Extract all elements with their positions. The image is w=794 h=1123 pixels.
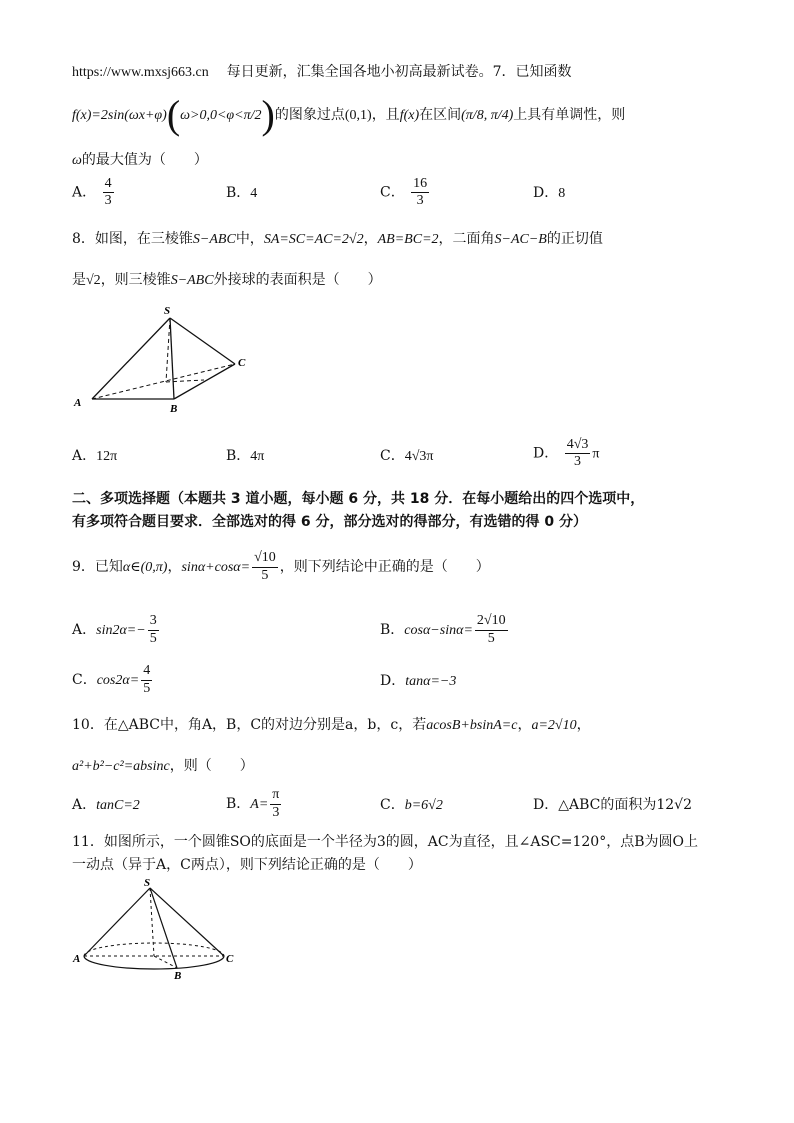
option-label: A． (72, 184, 97, 201)
q8-cond1: SA=SC=AC=2√2 (263, 232, 364, 247)
q10-text2: ，则（ ） (169, 758, 254, 774)
edge-sb (170, 318, 174, 399)
option-lhs: cosα−sinα= (404, 623, 473, 638)
fraction (270, 787, 281, 820)
q9-text2: ，则下列结论中正确的是（ ） (279, 559, 490, 575)
label-s: S (144, 877, 151, 889)
q9-option-d[interactable] (380, 671, 456, 692)
label-b: B (174, 970, 182, 980)
q7-stem-line1: f(x)=2sin(ωx+φ)(ω>0,0<φ<π/2)的图象过点(0,1)，且f(x)在区间(π/8, π/4)上具有单调性，则 (72, 92, 626, 137)
q10-eq3: a²+b²−c²=absinc (72, 759, 170, 774)
option-label: A． (72, 797, 97, 813)
q8-text5: 是 (72, 272, 86, 288)
q8-tetrahedron-figure (68, 300, 258, 418)
denominator: 5 (487, 630, 495, 646)
option-value: △ABC的面积为12√2 (558, 797, 693, 813)
q10-text1: 10．在△ABC中，角A，B，C的对边分别是a，b，c，若 (72, 717, 427, 733)
q7-text4: 上具有单调性，则 (513, 107, 626, 123)
option-value: b=6√2 (404, 798, 443, 813)
q10-eq2: a=2√10 (531, 718, 577, 733)
numerator: π (270, 787, 281, 804)
q7-point: (0,1) (344, 108, 372, 123)
denominator: 3 (574, 454, 582, 470)
fraction (475, 613, 508, 646)
q7-option-c[interactable] (380, 176, 431, 209)
option-lhs: sin2α=− (96, 623, 146, 638)
q7-option-b[interactable] (226, 183, 257, 204)
label-a: A (73, 953, 81, 965)
option-label: D． (533, 797, 559, 813)
q8-option-a[interactable] (72, 446, 117, 467)
header-line (72, 62, 572, 83)
numerator: 4 (141, 663, 152, 680)
numerator: 16 (411, 176, 429, 193)
q9-cond: α∈(0,π) (122, 560, 168, 575)
option-label: C． (380, 797, 405, 813)
q8-option-d[interactable] (533, 437, 599, 470)
q8-tetra: S−ABC (192, 232, 236, 247)
q8-stem-line1: 8．如图，在三棱锥S−ABC中，SA=SC=AC=2√2，AB=BC=2，二面角S−AC−B的正切值 (72, 231, 603, 247)
label-s: S (164, 305, 171, 317)
q10-stem-line2 (72, 756, 254, 777)
q7-function: f(x)=2sin(ωx+φ) (72, 108, 167, 123)
height-line (166, 318, 170, 382)
q7-text2: ，且 (371, 107, 400, 123)
q7-start: 7．已知函数 (492, 64, 572, 80)
option-label: C． (72, 672, 97, 688)
option-label: B． (380, 622, 405, 638)
option-value: 4 (250, 186, 258, 201)
option-label: A． (72, 448, 97, 464)
label-c: C (238, 357, 246, 369)
option-value: 4√3π (404, 449, 434, 464)
label-b: B (170, 403, 178, 415)
q10-eq1: acosB+bsinA=c (426, 718, 518, 733)
q8-text1: 8．如图，在三棱锥 (72, 231, 193, 247)
q10-option-b[interactable] (226, 786, 283, 823)
q8-option-b[interactable] (226, 446, 264, 467)
fraction (103, 176, 114, 209)
q7-interval: (π/8, π/4) (461, 108, 514, 123)
q7-left-paren: ( (166, 92, 181, 137)
denominator: 3 (416, 193, 424, 209)
header-note: 每日更新，汇集全国各地小初高最新试卷。 (226, 64, 493, 80)
q8-option-c[interactable] (380, 446, 433, 467)
q8-text4: 的正切值 (546, 231, 603, 247)
section2-line1: 二、多项选择题（本题共 3 道小题，每小题 6 分，共 18 分．在每小题给出的四个选项中， (72, 491, 645, 507)
option-value: 12π (96, 449, 118, 464)
q8-cond2: AB=BC=2 (377, 232, 439, 247)
option-value: 8 (558, 186, 566, 201)
q7-right-paren: ) (261, 92, 275, 137)
q9-text1: 9．已知 (72, 559, 123, 575)
numerator: 4√3 (565, 437, 591, 454)
denominator: 3 (104, 193, 112, 209)
denominator: 5 (261, 567, 269, 583)
q7-text3: 在区间 (419, 107, 462, 123)
q9-stem: 9．已知α∈(0,π)，sinα+cosα= $\frac{√10}{5}$ ，则下列结论中正确的是（ ） (72, 550, 490, 583)
denominator: 3 (272, 804, 280, 820)
option-label: B． (226, 796, 251, 812)
label-c: C (226, 953, 234, 965)
q7-text1: 的图象过点 (274, 107, 345, 123)
q10-option-a[interactable] (72, 795, 140, 816)
q7-option-d[interactable] (533, 183, 565, 204)
fraction (141, 663, 152, 696)
q8-text2: 中， (235, 231, 264, 247)
option-lhs: cos2α= (96, 673, 140, 688)
q9-expr: sinα+cosα= (181, 560, 251, 575)
fraction (148, 613, 159, 646)
q11-cone-figure (70, 876, 240, 980)
q11-stem-line1: 11．如图所示，一个圆锥SO的底面是一个半径为3的圆，AC为直径，且∠ASC=120°，点B为圆O上 (72, 834, 698, 850)
fraction (565, 437, 591, 470)
denominator: 5 (149, 630, 157, 646)
option-label: C． (380, 448, 405, 464)
generatrix-sa (84, 888, 150, 956)
base-front-arc (84, 956, 224, 969)
q10-stem-line1: 10．在△ABC中，角A，B，C的对边分别是a，b，c，若acosB+bsinA=c，a=2√10， (72, 717, 591, 733)
q7-condition: ω>0,0<φ<π/2 (180, 108, 262, 123)
option-label: D． (533, 445, 559, 462)
q10-option-c[interactable] (380, 795, 443, 816)
q9-option-c[interactable] (72, 662, 154, 699)
q7-text5: 的最大值为（ ） (81, 152, 208, 168)
q8-text6: ，则三棱锥 (100, 272, 171, 288)
suffix: π (592, 446, 600, 462)
numerator: 2√10 (475, 613, 508, 630)
q9-option-a[interactable] (72, 612, 161, 649)
q8-tan-value: √2 (86, 273, 101, 288)
q9-option-b[interactable] (380, 612, 510, 649)
numerator: 4 (103, 176, 114, 193)
q8-text7: 外接球的表面积是（ ） (213, 272, 382, 288)
option-label: D． (533, 185, 559, 201)
label-a: A (74, 397, 82, 409)
option-value: tanα=−3 (405, 674, 457, 689)
q8-dihedral: S−AC−B (494, 232, 547, 247)
option-value: 4π (250, 449, 265, 464)
q8-stem-line2: 是√2，则三棱锥S−ABC外接球的表面积是（ ） (72, 272, 382, 288)
q7-option-a[interactable] (72, 176, 116, 209)
fraction (411, 176, 429, 209)
header-url[interactable]: https://www.mxsj663.cn (72, 65, 209, 80)
denominator: 5 (143, 680, 151, 696)
q11-stem-line2: 一动点（异于A，C两点），则下列结论正确的是（ ） (72, 857, 422, 873)
option-label: B． (226, 448, 251, 464)
section2-line2: 有多项符合题目要求．全部选对的得 6 分，部分选对的得部分，有选错的得 0 分） (72, 514, 587, 530)
option-lhs: A= (250, 797, 269, 812)
option-label: B． (226, 185, 251, 201)
edge-sc (170, 318, 235, 364)
q7-stem-line2: ω的最大值为（ ） (72, 152, 208, 168)
numerator: √10 (252, 550, 278, 567)
option-label: C． (380, 184, 405, 201)
q10-option-d[interactable] (533, 795, 692, 815)
option-value: tanC=2 (96, 798, 140, 813)
option-label: D． (380, 673, 406, 689)
aux-line (166, 380, 204, 382)
edge-sa (92, 318, 170, 399)
edge-ac-hidden (92, 364, 235, 399)
q8-text3: ，二面角 (438, 231, 495, 247)
option-label: A． (72, 622, 97, 638)
fraction (252, 550, 278, 583)
numerator: 3 (148, 613, 159, 630)
